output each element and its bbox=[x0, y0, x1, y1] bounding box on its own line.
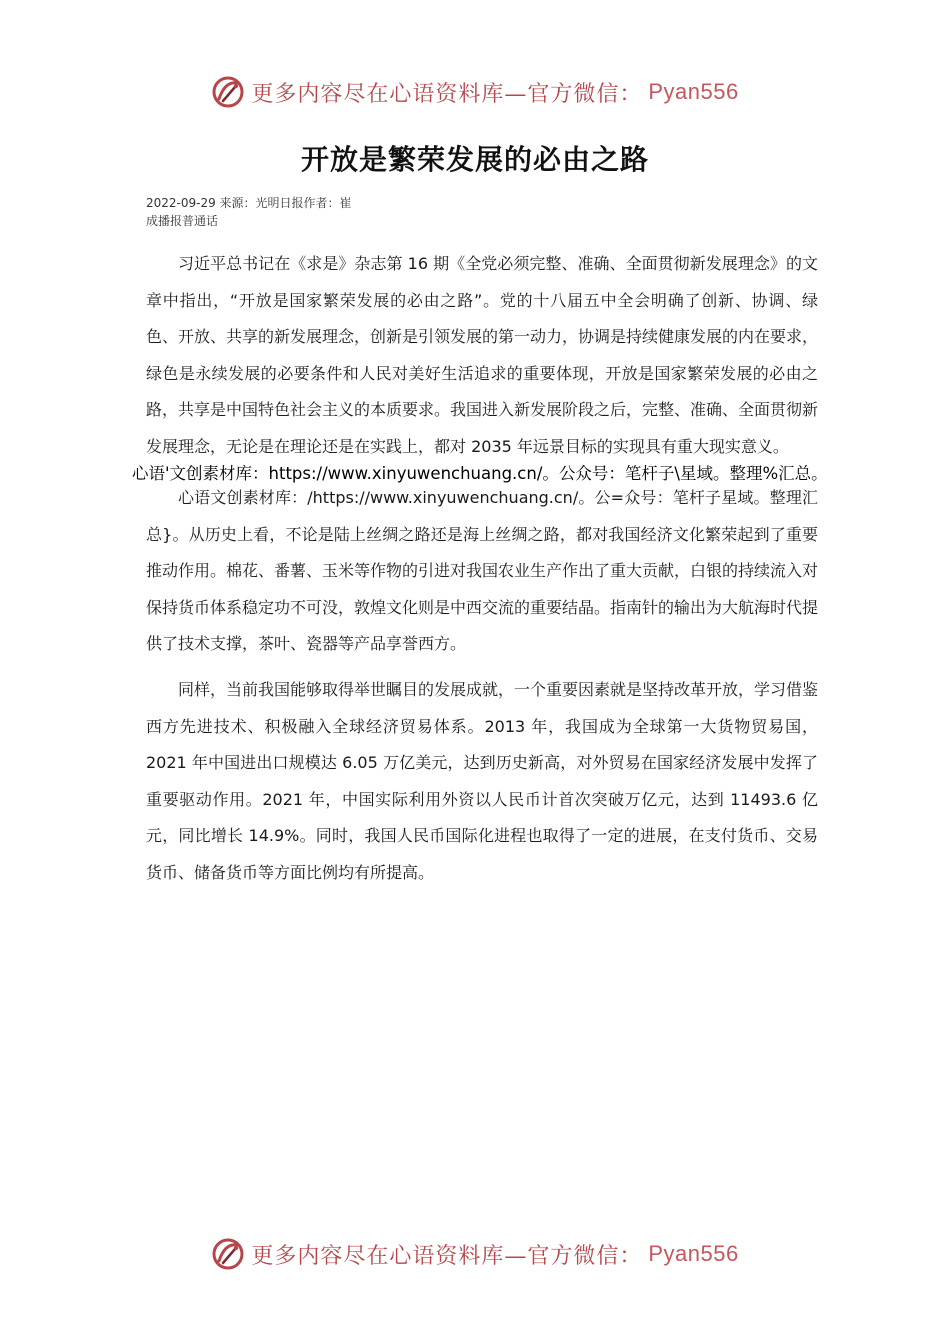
article-paragraph-2 bbox=[146, 480, 818, 663]
watermark-handle: Pyan556 bbox=[648, 1241, 739, 1266]
article-meta bbox=[146, 194, 386, 230]
watermark-handle: Pyan556 bbox=[648, 79, 739, 104]
footer-watermark bbox=[0, 1234, 950, 1274]
paragraph-text: 同样，当前我国能够取得举世瞩目的发展成就，一个重要因素就是坚持改革开放，学习借鉴西方先进技术、积极融入全球经济贸易体系。2013 年，我国成为全球第一大货物贸易国，2021 年中国进出口规模达 6.05 万亿美元，达到历史新高，对外贸易在国家经济发展中发挥了重要驱动作用。2021 年，中国实际利用外资以人民币计首次突破万亿元，达到 11493.6 亿元，同比增长 14.9%。同时，我国人民币国际化进程也取得了一定的进展，在支付货币、交易货币、储备货币等方面比例均有所提高。 bbox=[146, 680, 819, 882]
header-watermark bbox=[0, 72, 950, 112]
article-paragraph-3 bbox=[146, 672, 818, 891]
paragraph-text: 心语文创素材库：/https://www.xinyuwenchuang.cn/。公=众号：笔杆子星域。整理汇总}。从历史上看，不论是陆上丝绸之路还是海上丝绸之路，都对我国经济文化繁荣起到了重要推动作用。棉花、番薯、玉米等作物的引进对我国农业生产作出了重大贡献，白银的持续流入对保持货币体系稳定功不可没，敦煌文化则是中西交流的重要结晶。指南针的输出为大航海时代提供了技术支撑，茶叶、瓷器等产品享誉西方。 bbox=[146, 488, 819, 653]
article-paragraph-1 bbox=[146, 246, 818, 465]
meta-broadcast: 成播报普通话 bbox=[146, 214, 219, 228]
watermark-text: 更多内容尽在心语资料库—官方微信： bbox=[251, 81, 643, 107]
meta-date-source: 2022-09-29 来源：光明日报作者：崔 bbox=[146, 196, 352, 210]
brand-logo-icon bbox=[211, 1237, 245, 1271]
brand-logo-icon bbox=[211, 75, 245, 109]
watermark-text: 更多内容尽在心语资料库—官方微信： bbox=[251, 1243, 643, 1269]
paragraph-text: 习近平总书记在《求是》杂志第 16 期《全党必须完整、准确、全面贯彻新发展理念》的文章中指出，“开放是国家繁荣发展的必由之路”。党的十八届五中全会明确了创新、协调、绿色、开放、共享的新发展理念，创新是引领发展的第一动力，协调是持续健康发展的内在要求，绿色是永续发展的必要条件和人民对美好生活追求的重要体现，开放是国家繁荣发展的必由之路，共享是中国特色社会主义的本质要求。我国进入新发展阶段之后，完整、准确、全面贯彻新发展理念，无论是在理论还是在实践上，都对 2035 年远景目标的实现具有重大现实意义。 bbox=[146, 254, 819, 456]
inserted-promo-line: 心语'文创素材库：https://www.xinyuwenchuang.cn/。公众号：笔杆子\星域。整理%汇总。 bbox=[132, 464, 828, 483]
article-title: 开放是繁荣发展的必由之路 bbox=[300, 143, 649, 176]
